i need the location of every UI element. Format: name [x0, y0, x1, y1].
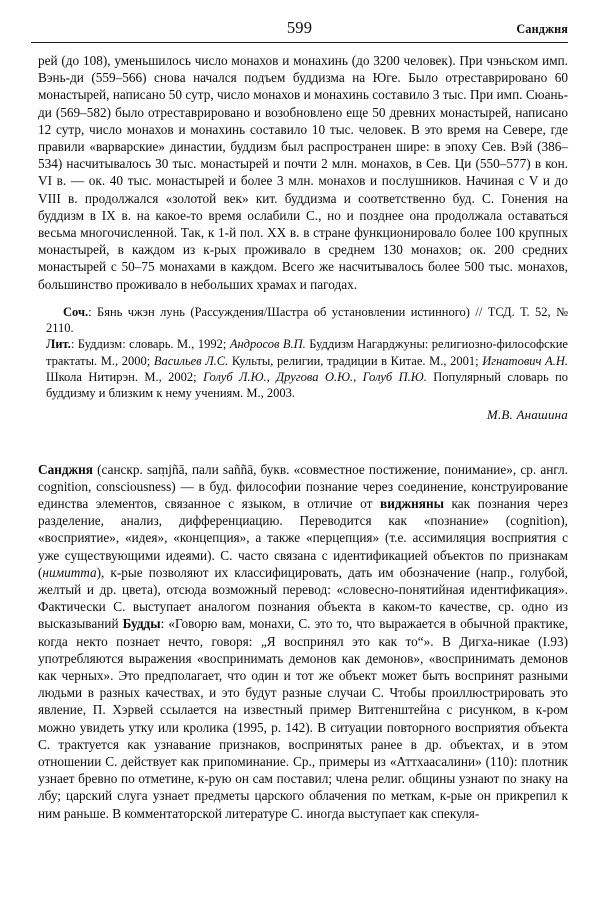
emphasis-bold: виджняны — [380, 496, 444, 512]
running-header — [31, 18, 568, 40]
article-author-byline: М.В. Анашина — [486, 406, 568, 422]
emphasis-italic: Васильев Л.С. — [153, 353, 229, 368]
entry-body — [38, 461, 568, 822]
text-column — [38, 52, 568, 822]
emphasis-italic: Андросов В.П. — [229, 337, 306, 352]
text-run: Школа Нитирэн. М., 2002; — [46, 370, 204, 385]
literature-paragraph — [46, 336, 568, 401]
literature-label: Лит. — [46, 337, 71, 352]
emphasis-bold: Будды — [122, 616, 161, 632]
sources-label: Соч. — [63, 304, 89, 319]
emphasis-italic: нимитта — [42, 564, 97, 580]
entry-sandzhnya — [38, 461, 568, 822]
text-run: ), к-рые позволяют их классифицировать, дать им обозначение (напр., голубой, желтый и др. цвета), отсюда возможный перевод: «словесно-понятийная идентификация». Фактически С. выступает аналогом познания объекта в каком-то качестве, ср. одно из высказываний — [38, 564, 568, 632]
emphasis-italic: Голуб Л.Ю., Другова О.Ю., Голуб П.Ю. — [203, 370, 427, 385]
text-run: как познания через разделение, анализ, дифференциацию. Переводится как «познание» (cognition), «восприятие», «идея», «концепция», а также «перцепция» (т.е. ассимиляция восприятия с уже существующими идеями). С. часто связана с идентификацией объектов по признакам ( — [38, 496, 568, 580]
sources-paragraph — [46, 304, 568, 337]
text-run: : Буддизм: словарь. М., 1992; — [70, 337, 230, 352]
running-head-title: Санджня — [516, 22, 568, 36]
sources-text: : Бянь чжэн лунь (Рассуждения/Шастра об установлении истинного) // ТСД. Т. 52, № 2110. — [46, 304, 568, 336]
text-run: : «Говорю вам, монахи, С. это то, что выражается в обычной практике, когда некто познает нечто, говоря: „Я воспринял это как то“». В Дигха-никае (I.93) употребляются выражения «воспринимать демонов как демонов», «воспринимать демонов как черных». Это предполагает, что один и тот же объект может быть воспринят разными людьми в разных качествах, и это будут разные случаи С. Чтобы проиллюстрировать это явление, П. Хэрвей ссылается на известный пример Витгенштейна с рисунком, в к-ром можно увидеть утку или кролика (1995, p. 142). В ситуации повторного восприятия объекта С. трактуется как узнавание признаков, воспринятых ранее в др. объектах, и в этом отношении С. действует как припоминание. Ср., примеры из «Аттхаасалини» (110): плотник узнает бревно по отметине, к-рую он сам поставил; члена религ. общины узнают по знаку на лбу; царский слуга узнает предметы царского облачения по меткам, к-рые он прикрепил к ним раньше. В комментаторской литературе С. иногда выступает как спекуля- — [38, 616, 569, 821]
continued-article-body: рей (до 108), уменьшилось число монахов и монахинь (до 3200 человек). При чэньском имп. Вэнь-ди (559–566) снова начался подъем буддизма на Юге. Было отреставрировано 60 монастырей, написано 50 сутр, число монахов и монахинь составило 3 тыс. При имп. Сюань-ди (569–582) было отреставрировано и возобновлено еще 50 древних монастырей, написано 12 сутр, число монахов и монахинь составило 10 тыс. человек. В это время на Севере, где правили «варварские» династии, буддизм был распространен шире: в эпоху Сев. Вэй (386–534) насчитывалось 30 тыс. монастырей и почти 2 млн. монахов, в Сев. Ци (550–577) в кон. VI в. — ок. 40 тыс. монастырей и более 3 млн. монахов и послушников. Начиная с V и до VIII в. продолжался «золотой век» кит. буддизма и соответственно буд. С. Гонения на буддизм в IX в. на какое-то время ослабили С., но и позднее она продолжала оставаться весьма многочисленной. Так, к 1-й пол. XX в. в стране функционировало более 100 крупных монастырей, в каждом из к-рых проживало в среднем 130 монахов; ок. 200 средних монастырей с 50–75 монахами в каждом. Всего же насчитывалось более 500 тыс. монахов, большинство проживало в небольших храмах и пагодах. — [38, 53, 568, 292]
literature-text — [46, 337, 568, 400]
text-run: Популярный словарь по буддизму и близким к нему учениям. М., 2003. — [46, 370, 569, 401]
text-run: Культы, религии, традиции в Китае. М., 2001; — [228, 353, 483, 368]
page-number: 599 — [286, 18, 313, 37]
text-run: (санскр. saṃjñā, пали saññā, букв. «совместное постижение, понимание», ср. англ. cognition, consciousness) — в буд. философии познание через соединение, конструирование единства элементов, связанное с языком, в отличие от — [38, 461, 568, 512]
spacer-before-sources — [38, 293, 568, 304]
header-rule — [31, 42, 568, 43]
emphasis-italic: Игнатович А.Н. — [482, 353, 568, 368]
emphasis-bold: Санджня — [38, 461, 93, 477]
text-run: Буддизм Нагарджуны: религиозно-философские трактаты. М., 2000; — [46, 337, 568, 368]
